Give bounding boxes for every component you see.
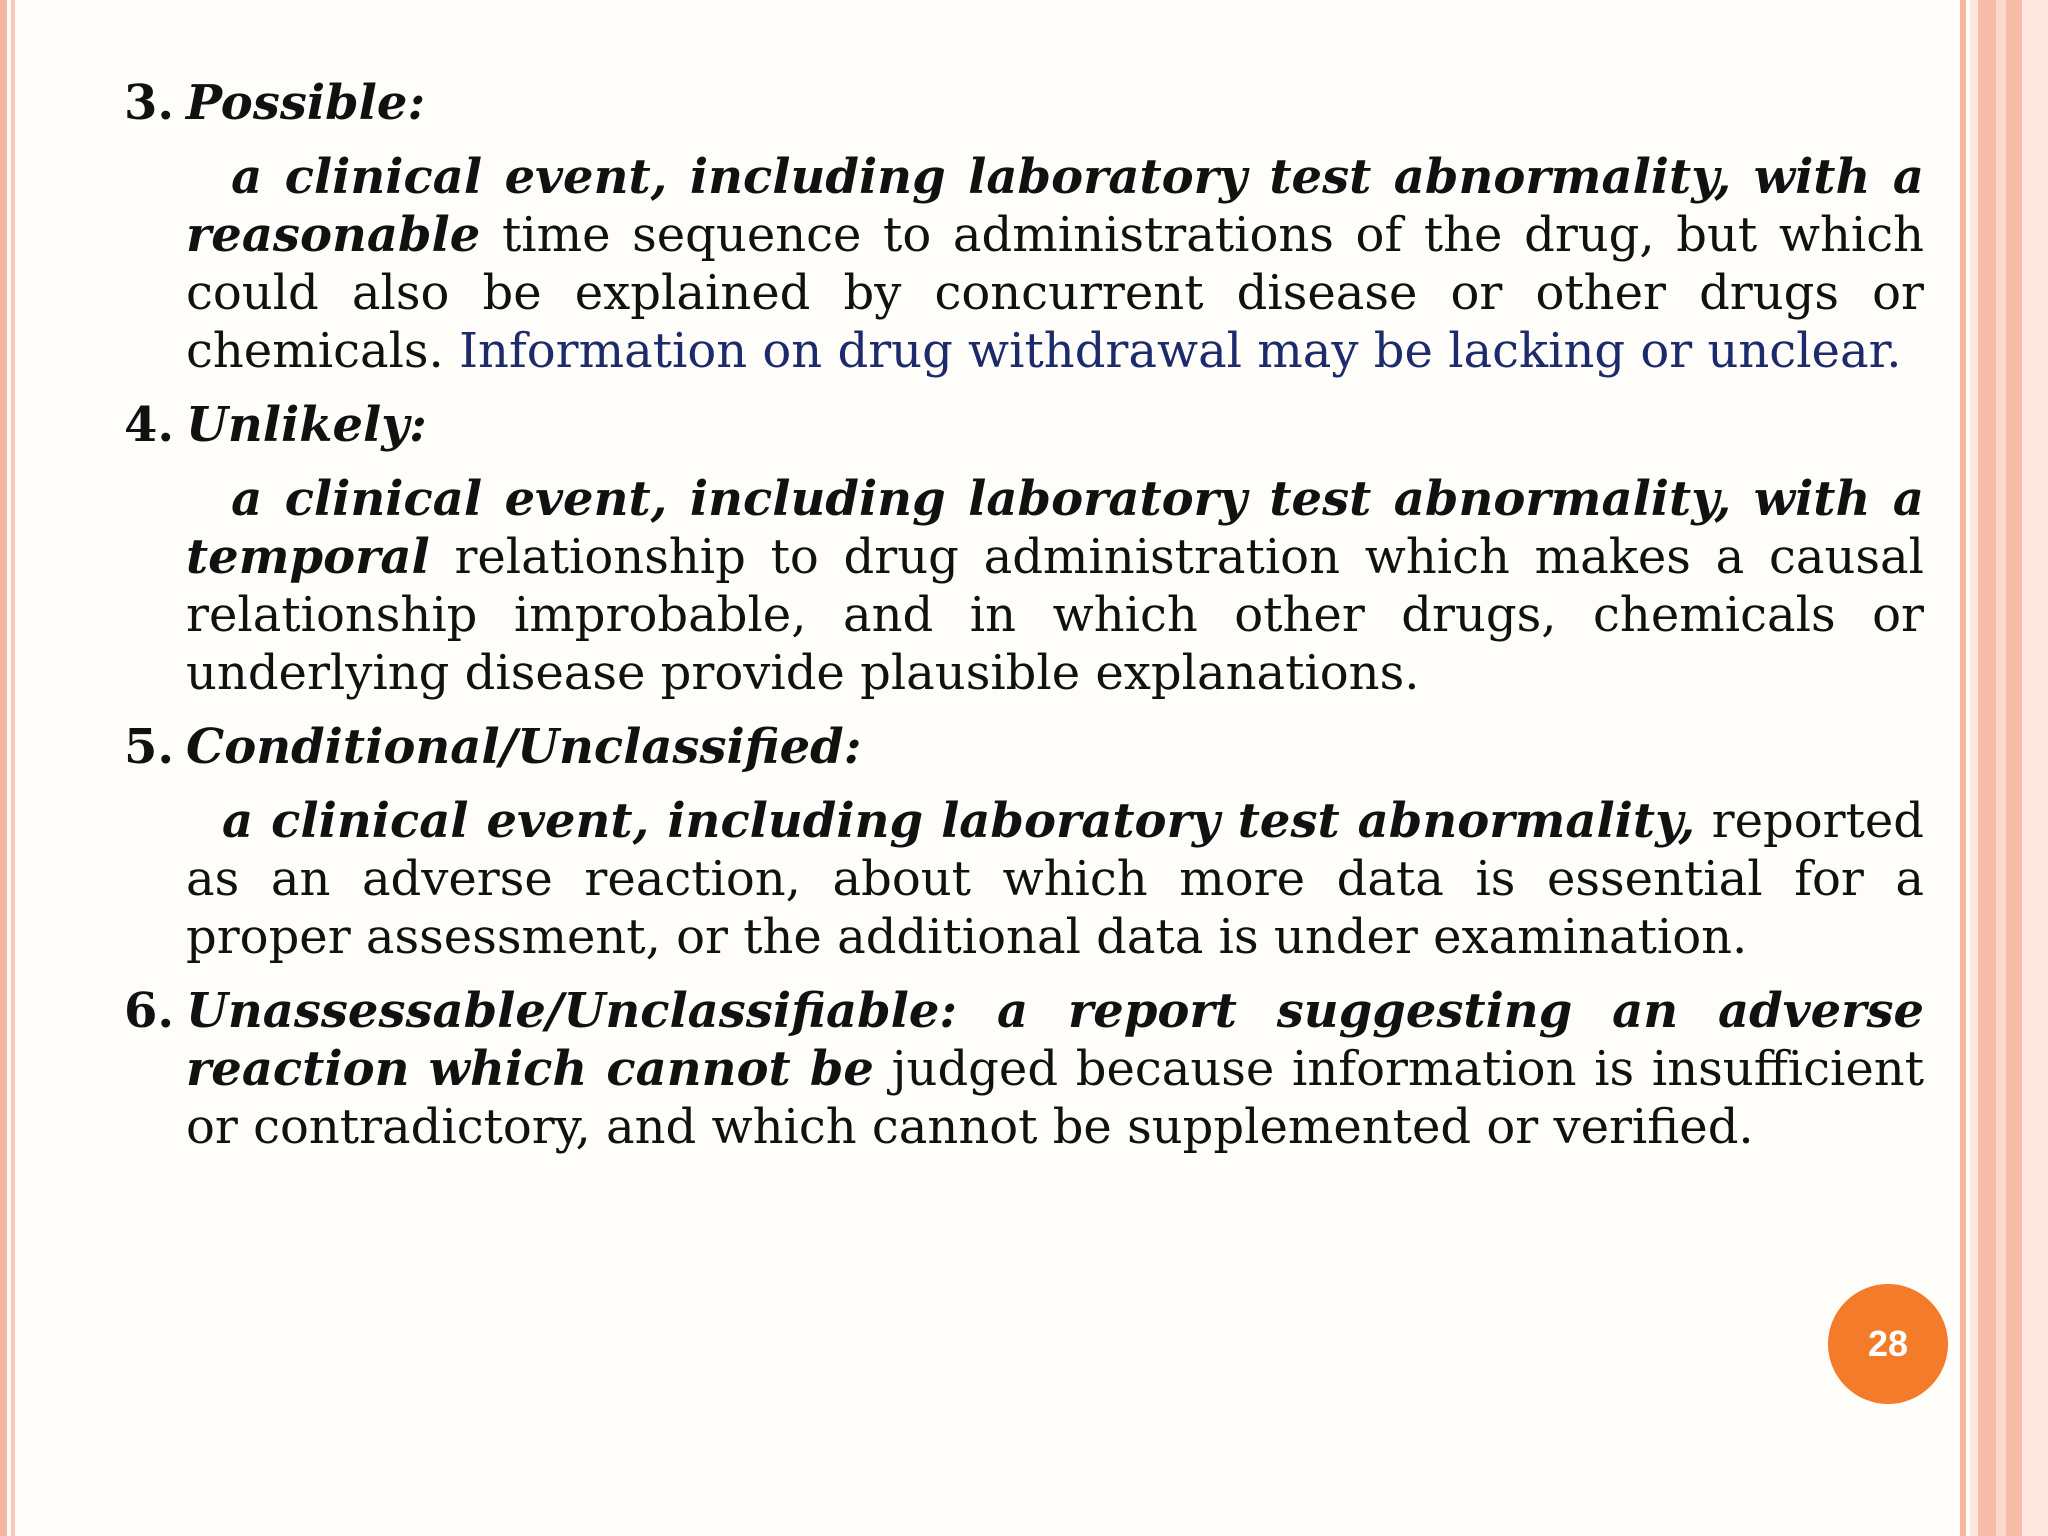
item-term: Unlikely: (186, 397, 427, 453)
page-number-badge: 28 (1828, 1284, 1948, 1404)
left-border-stripe (0, 0, 7, 1536)
item-lead-text: a clinical event, including laboratory test abnormality, with a reasonable (186, 149, 1925, 263)
list-item-possible (124, 74, 1924, 380)
item-lead-text: a clinical event, including laboratory test abnormality, with a temporal (186, 471, 1925, 585)
item-heading (124, 718, 1924, 776)
right-border-stripe (1970, 0, 1978, 1536)
item-note-text: Information on drug withdrawal may be lacking or unclear. (459, 323, 1902, 379)
list-item-unlikely (124, 396, 1924, 702)
right-border-stripe (2006, 0, 2022, 1536)
item-number: 6. (124, 983, 175, 1039)
slide-content (124, 74, 1924, 1156)
item-description (186, 982, 1924, 1156)
item-body-text: reported as an adverse reaction, about which more data is essential for a proper assessment, or the additional data is under examination. (186, 793, 1924, 965)
list-item-conditional (124, 718, 1924, 966)
item-body-text: relationship to drug administration which makes a causal relationship improbable, and in which other drugs, chemicals or underlying disease provide plausible explanations. (186, 529, 1924, 701)
item-lead-text: a clinical event, including laboratory test abnormality, (222, 793, 1696, 849)
item-description (186, 148, 1924, 380)
right-border-stripe (1960, 0, 1966, 1536)
right-border-stripe (1996, 0, 2006, 1536)
item-number: 5. (124, 719, 175, 775)
right-border-stripe (1978, 0, 1996, 1536)
item-term: Possible: (186, 75, 426, 131)
item-heading (124, 74, 1924, 132)
item-lead-text: Unassessable/Unclassifiable: a report suggesting an adverse reaction which cannot be (186, 983, 1924, 1097)
left-border-stripe-inner (11, 0, 15, 1536)
item-number: 3. (124, 75, 175, 131)
item-description (186, 470, 1924, 702)
item-body-text: judged because information is insufficient or contradictory, and which cannot be supplemented or verified. (186, 1041, 1925, 1155)
item-description (186, 792, 1924, 966)
item-number: 4. (124, 397, 175, 453)
item-heading (124, 396, 1924, 454)
list-item-unassessable (124, 982, 1924, 1156)
right-border-stripe (2022, 0, 2048, 1536)
item-body-text: time sequence to administrations of the drug, but which could also be explained by concurrent disease or other drugs or chemicals. (186, 207, 1924, 379)
item-term: Conditional/Unclassified: (186, 719, 862, 775)
